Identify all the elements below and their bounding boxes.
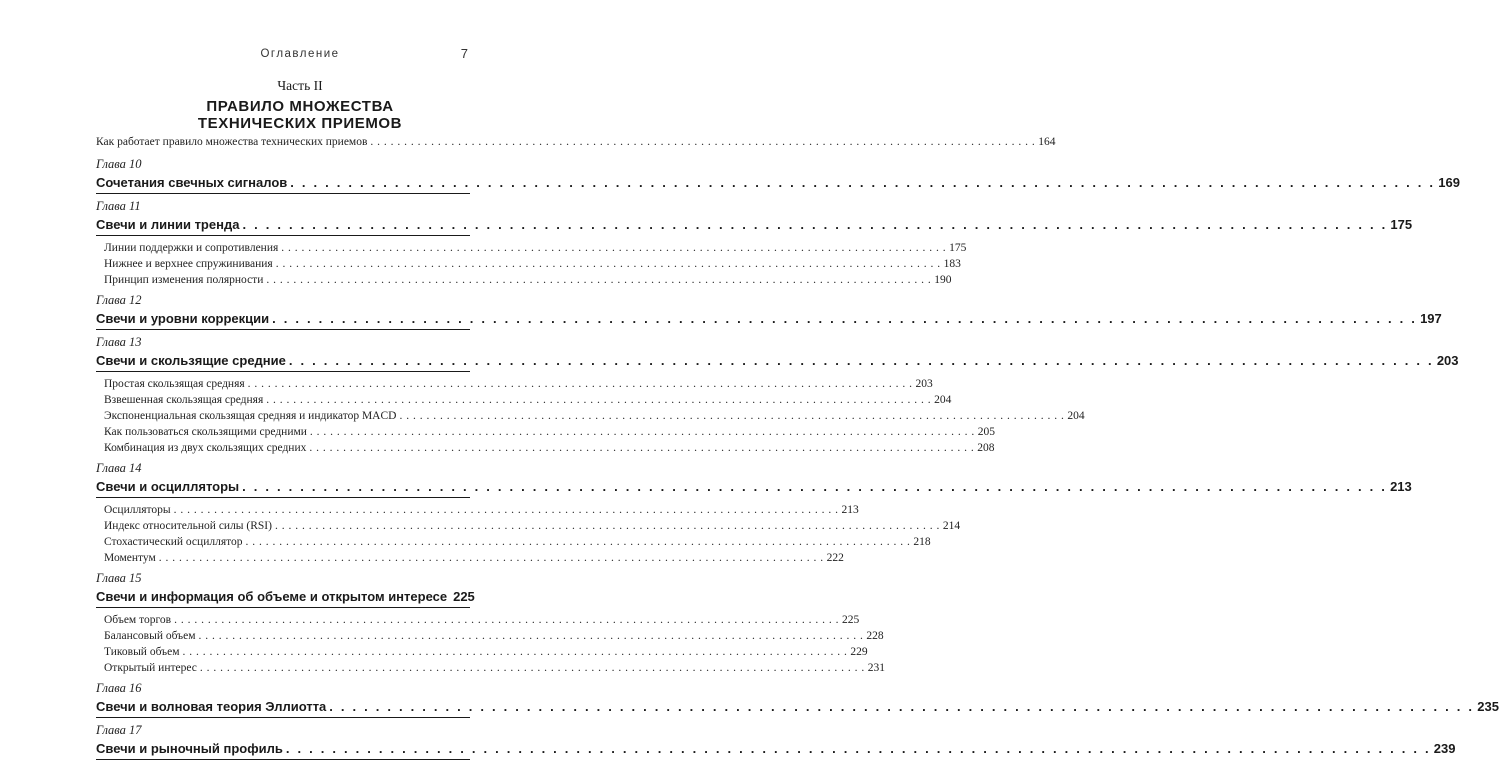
chapter-title-entry[interactable] bbox=[96, 587, 475, 608]
section-title: Балансовый объем bbox=[104, 630, 196, 642]
section-title: Простая скользящая средняя bbox=[104, 378, 245, 390]
chapter-page: 235 bbox=[1477, 699, 1499, 714]
toc-chapter bbox=[96, 722, 1456, 760]
section-page: 229 bbox=[850, 646, 868, 658]
chapter-title: Свечи и уровни коррекции bbox=[96, 311, 270, 326]
section-entry[interactable] bbox=[96, 440, 995, 456]
chapter-title-entry[interactable] bbox=[96, 173, 1460, 194]
section-entry[interactable] bbox=[96, 612, 860, 628]
part-heading bbox=[0, 78, 600, 132]
dot-leader bbox=[329, 697, 1474, 717]
dot-leader bbox=[281, 240, 946, 256]
section-entry[interactable] bbox=[96, 502, 859, 518]
section-page: 208 bbox=[977, 442, 995, 454]
section-page: 218 bbox=[913, 536, 931, 548]
dot-leader bbox=[242, 215, 1387, 235]
section-title: Принцип изменения полярности bbox=[104, 274, 264, 286]
chapter-label: Глава 15 bbox=[96, 571, 142, 585]
dot-leader bbox=[174, 502, 839, 518]
dot-leader bbox=[272, 309, 1417, 329]
dot-leader bbox=[309, 440, 974, 456]
section-entry[interactable] bbox=[96, 550, 844, 566]
section-entry[interactable] bbox=[96, 392, 952, 408]
chapter-title: Свечи и осцилляторы bbox=[96, 479, 240, 494]
dot-leader bbox=[290, 173, 1435, 193]
dot-leader bbox=[199, 628, 864, 644]
section-entry[interactable] bbox=[96, 424, 996, 440]
part-label: Часть II bbox=[277, 78, 323, 93]
dot-leader bbox=[289, 351, 1434, 371]
toc-intro-entry[interactable] bbox=[96, 136, 1056, 152]
dot-leader bbox=[182, 644, 847, 660]
running-title: Оглавление bbox=[260, 48, 340, 60]
chapter-title-entry[interactable] bbox=[96, 215, 1413, 236]
chapter-page: 169 bbox=[1438, 175, 1460, 190]
chapter-page: 175 bbox=[1390, 217, 1413, 232]
table-of-contents bbox=[96, 136, 1499, 764]
part-title-line-1: ПРАВИЛО МНОЖЕСТВА bbox=[206, 98, 394, 115]
section-title: Нижнее и верхнее спружинивания bbox=[104, 258, 273, 270]
dot-leader bbox=[266, 272, 931, 288]
dot-leader bbox=[399, 408, 1064, 424]
dot-leader bbox=[242, 477, 1387, 497]
chapter-page: 239 bbox=[1433, 741, 1456, 756]
section-entry[interactable] bbox=[96, 256, 961, 272]
section-entry[interactable] bbox=[96, 376, 933, 392]
section-entry[interactable] bbox=[96, 408, 1085, 424]
chapter-label: Глава 12 bbox=[96, 293, 142, 307]
section-page: 222 bbox=[826, 552, 844, 564]
chapter-page: 213 bbox=[1390, 479, 1412, 494]
dot-leader bbox=[266, 392, 931, 408]
dot-leader bbox=[286, 739, 1431, 759]
toc-chapter bbox=[96, 460, 1412, 566]
section-title: Моментум bbox=[104, 552, 156, 564]
section-title: Взвешенная скользящая средняя bbox=[104, 394, 264, 406]
dot-leader bbox=[275, 518, 940, 534]
section-page: 213 bbox=[841, 504, 859, 516]
section-entry[interactable] bbox=[96, 272, 952, 288]
section-title: Открытый интерес bbox=[104, 662, 197, 674]
chapter-page: 197 bbox=[1420, 311, 1442, 326]
section-title: Объем торгов bbox=[104, 614, 172, 626]
section-page: 228 bbox=[866, 630, 884, 642]
toc-chapter bbox=[96, 156, 1460, 194]
section-page: 183 bbox=[943, 258, 961, 270]
dot-leader bbox=[245, 534, 910, 550]
section-page: 204 bbox=[934, 394, 952, 406]
part-title-line-2: ТЕХНИЧЕСКИХ ПРИЕМОВ bbox=[197, 115, 403, 132]
section-page: 225 bbox=[841, 614, 860, 626]
section-entry[interactable] bbox=[96, 660, 885, 676]
chapter-title: Свечи и рыночный профиль bbox=[96, 741, 283, 756]
section-title: Индекс относительной силы (RSI) bbox=[104, 520, 272, 532]
chapter-label: Глава 14 bbox=[96, 461, 142, 475]
dot-leader bbox=[248, 376, 913, 392]
chapter-label: Глава 16 bbox=[96, 681, 142, 695]
section-title: Комбинация из двух скользящих средних bbox=[104, 442, 307, 454]
toc-chapter bbox=[96, 198, 1413, 288]
chapter-title-entry[interactable] bbox=[96, 351, 1459, 372]
toc-entry-title: Как работает правило множества технических приемов bbox=[96, 136, 368, 148]
dot-leader bbox=[370, 136, 1035, 148]
chapter-label: Глава 11 bbox=[96, 199, 141, 213]
section-page: 231 bbox=[867, 662, 885, 674]
dot-leader bbox=[200, 660, 865, 676]
section-page: 175 bbox=[949, 242, 967, 254]
section-title: Экспоненциальная скользящая средняя и индикатор MACD bbox=[104, 410, 397, 422]
section-page: 204 bbox=[1067, 410, 1085, 422]
chapter-title: Свечи и скользящие средние bbox=[96, 353, 286, 368]
chapter-title: Свечи и волновая теория Эллиотта bbox=[96, 699, 327, 714]
section-entry[interactable] bbox=[96, 518, 961, 534]
page-number: 7 bbox=[460, 46, 468, 61]
section-entry[interactable] bbox=[96, 240, 967, 256]
chapter-page: 225 bbox=[453, 589, 475, 604]
dot-leader bbox=[159, 550, 824, 566]
chapter-label: Глава 13 bbox=[96, 335, 142, 349]
chapter-title-entry[interactable] bbox=[96, 739, 1456, 760]
toc-chapter bbox=[96, 334, 1459, 456]
chapter-label: Глава 17 bbox=[96, 723, 142, 737]
section-entry[interactable] bbox=[96, 628, 884, 644]
chapter-title-entry[interactable] bbox=[96, 309, 1442, 330]
chapter-page: 203 bbox=[1436, 353, 1459, 368]
toc-chapter bbox=[96, 570, 885, 676]
chapter-title: Свечи и информация об объеме и открытом интересе bbox=[96, 589, 448, 604]
section-page: 205 bbox=[977, 426, 996, 438]
chapter-title: Сочетания свечных сигналов bbox=[96, 175, 288, 190]
section-title: Тиковый объем bbox=[104, 646, 180, 658]
toc-chapter bbox=[96, 292, 1442, 330]
section-title: Стохастический осциллятор bbox=[104, 536, 243, 548]
chapter-title-entry[interactable] bbox=[96, 477, 1412, 498]
section-page: 203 bbox=[915, 378, 933, 390]
dot-leader bbox=[174, 612, 839, 628]
chapter-title-entry[interactable] bbox=[96, 697, 1499, 718]
toc-entry-page: 164 bbox=[1038, 136, 1056, 148]
dot-leader bbox=[276, 256, 941, 272]
section-page: 214 bbox=[942, 520, 961, 532]
section-title: Осцилляторы bbox=[104, 504, 171, 516]
chapter-label: Глава 10 bbox=[96, 157, 142, 171]
section-entry[interactable] bbox=[96, 534, 931, 550]
section-title: Линии поддержки и сопротивления bbox=[104, 242, 279, 254]
running-header bbox=[0, 48, 600, 66]
dot-leader bbox=[310, 424, 975, 440]
chapter-title: Свечи и линии тренда bbox=[96, 217, 240, 232]
section-entry[interactable] bbox=[96, 644, 868, 660]
section-page: 190 bbox=[934, 274, 952, 286]
section-title: Как пользоваться скользящими средними bbox=[104, 426, 307, 438]
toc-chapter bbox=[96, 680, 1499, 718]
